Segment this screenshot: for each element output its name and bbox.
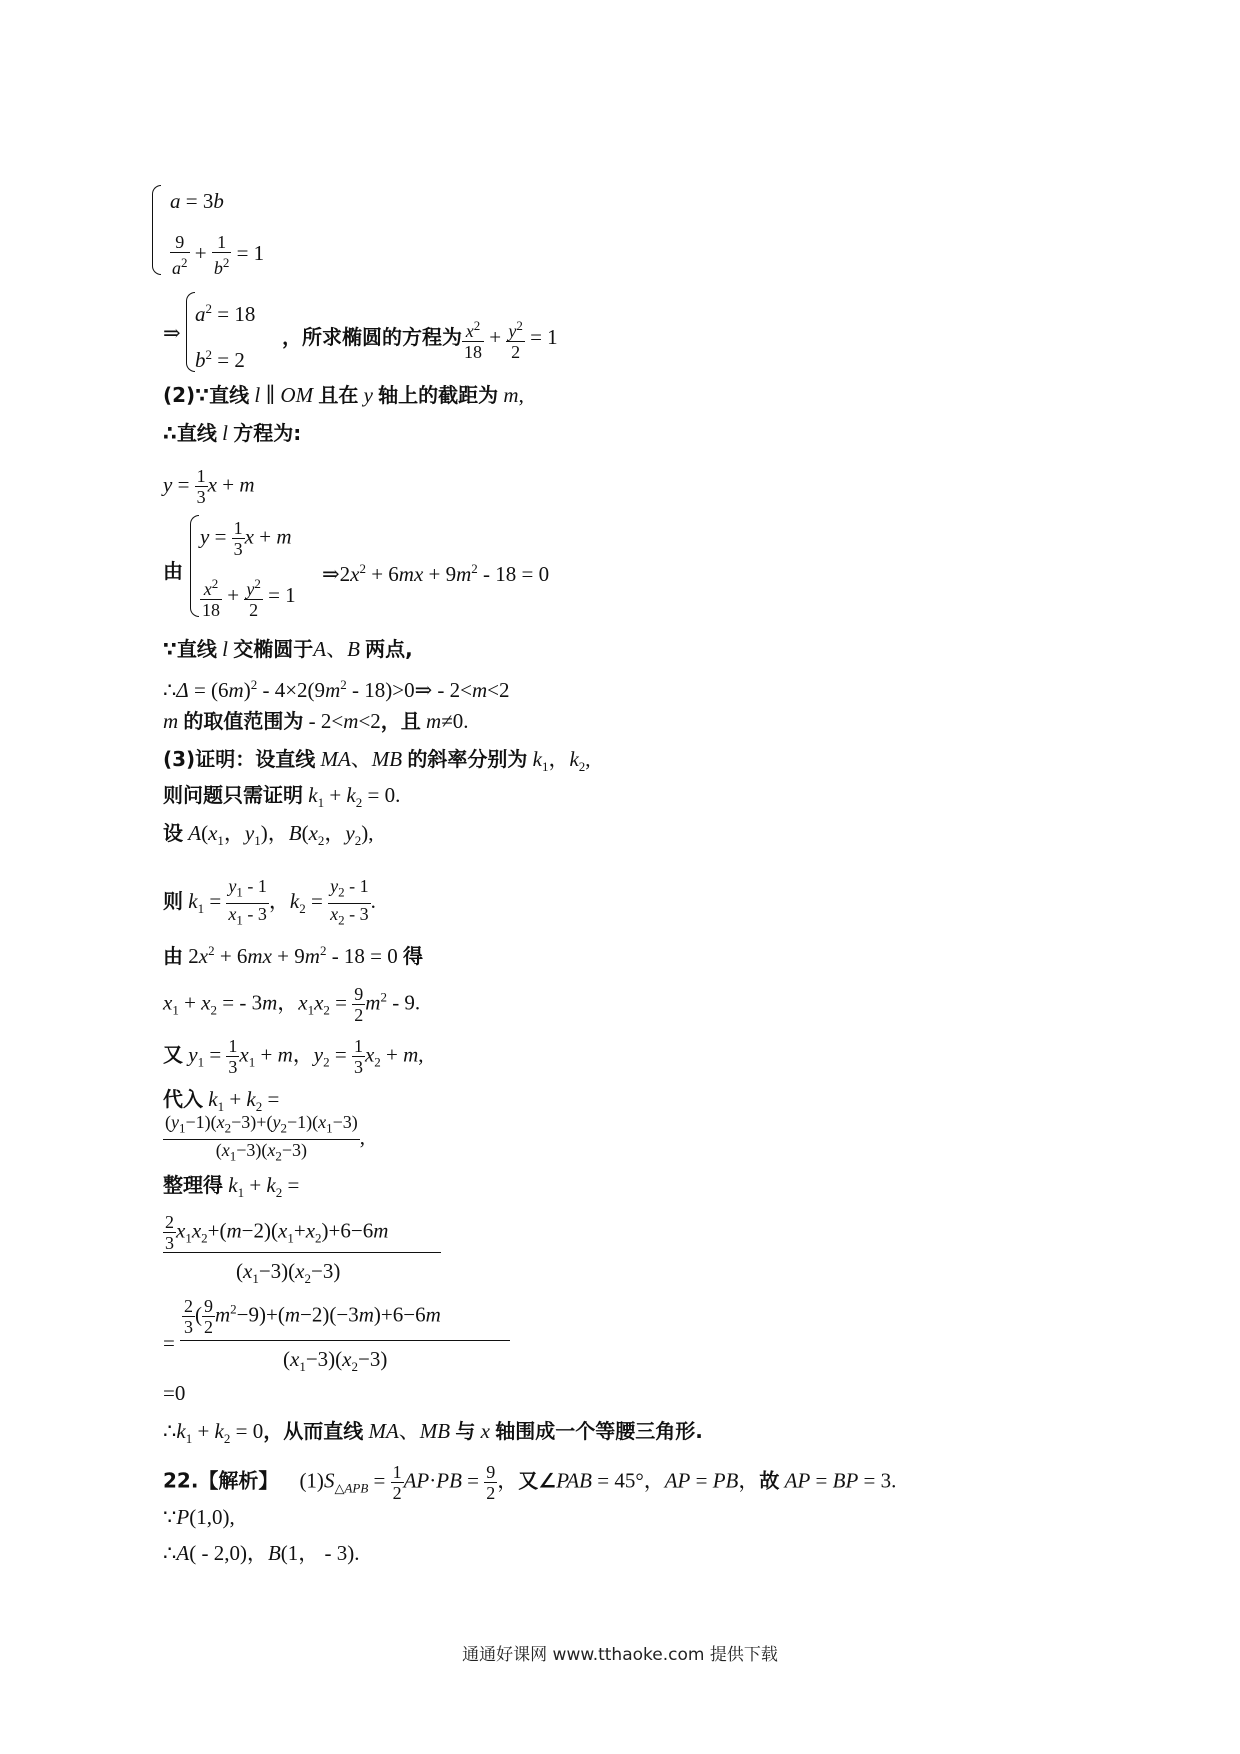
substitute-line: 代入 $k_1 + k_2$ = <box>163 1087 280 1115</box>
slopes-line: 则 $k_1$ = $\frac{y_1 - 1}{x_1 - 3}$ ，$k_2$ = $\frac{y_2 - 1}{x_2 - 3}$ . <box>163 876 376 928</box>
eq-a-3b: a = 3b <box>170 189 224 213</box>
ellipse-equation-line: ，所求椭圆的方程为 $\frac{x^2}{18}$ + $\frac{y^2}{2}$ = 1 <box>282 318 558 362</box>
fraction-bar-2 <box>180 1340 510 1341</box>
system-brace-2 <box>186 292 195 372</box>
substitute-fraction: $\frac{(y_1-1)(x_2-3)+(y_2-1)(x_1-3)}{(x_1-3)(x_2-3)}$ , <box>165 1112 365 1164</box>
quadratic-result: $\Rightarrow 2x^2 + 6mx + 9m^2 - 18 = 0$ <box>322 561 550 586</box>
need-prove-line: 则问题只需证明 $k_1 + k_2 = 0$. <box>163 783 401 811</box>
y-values-line: 又 $y_1$ = $\frac{1}{3}$ $x_1 + m$，$y_2$ = $\frac{1}{3}$ $x_2 + m$, <box>163 1036 424 1077</box>
eq-a2-18: $a^2 = 18$ <box>195 301 256 326</box>
simplified-denominator: $(x_1-3)(x_2-3)$ <box>236 1259 341 1287</box>
equals-zero: =0 <box>163 1381 186 1405</box>
expanded-denominator: $(x_1-3)(x_2-3)$ <box>283 1347 388 1375</box>
let-points-line: 设 $A(x_1$，$y_1$)，$B(x_2$，$y_2$), <box>163 821 374 849</box>
range-line: m 的取值范围为 - 2<m<2，且 m≠0. <box>163 709 469 733</box>
conclusion-line: $\therefore k_1 + k_2 = 0$，从而直线 MA、MB 与 x 轴围成一个等腰三角形. <box>163 1419 703 1447</box>
sys-line-eq: y = $\frac{1}{3}$ x + m <box>200 518 292 559</box>
fraction-bar-1 <box>163 1252 441 1253</box>
l-equation: y = $\frac{1}{3}$ x + m <box>163 466 255 507</box>
q22-line: 22.【解析】 $(1)S_{\triangle APB}$ = $\frac{1}{2}$ AP·PB = $\frac{9}{2}$ ，又∠PAB = 45°，AP = PB，故 AP = BP = 3. <box>163 1462 897 1503</box>
footer-source: 通通好课网 www.tthaoke.com 提供下载 <box>462 1645 778 1665</box>
you-label: 由 <box>163 559 183 583</box>
implies-symbol: ⇒ <box>163 321 181 345</box>
system-brace-3 <box>190 515 199 617</box>
eq-ellipse-point: $\frac{9}{a^2}$ + $\frac{1}{b^2}$ = 1 <box>172 232 265 278</box>
part3-line: (3)证明：设直线 MA、MB 的斜率分别为 $k_1$，$k_2$, <box>163 747 591 775</box>
ellipse-result-text: ，所求椭圆的方程为 <box>282 324 462 349</box>
equals-sign-2: = <box>163 1331 175 1355</box>
simplified-numerator: $\frac{2}{3}$ $x_1x_2+(m-2)(x_1+x_2)+6-6m$ <box>165 1212 389 1253</box>
sys-ellipse-eq: $\frac{x^2}{18}$ + $\frac{y^2}{2}$ = 1 <box>202 576 296 620</box>
p-point-line: ∵P(1,0), <box>163 1505 235 1529</box>
expanded-numerator: $\frac{2}{3}$ ( $\frac{9}{2}$ $m^2-9)+(m-2)(-3m)+6-6m$ <box>184 1296 441 1337</box>
from-quadratic-line: 由 $2x^2 + 6mx + 9m^2 - 18 = 0$ 得 <box>163 943 424 968</box>
ab-points-line: ∴A( - 2,0)，B(1， - 3). <box>163 1541 360 1565</box>
l-equation-intro: ∴直线 l 方程为: <box>163 421 302 445</box>
system-brace-1 <box>152 185 161 275</box>
intersect-line: ∵直线 l 交椭圆于A、B 两点, <box>163 637 413 661</box>
part2-line: (2)∵直线 l ∥ OM 且在 y 轴上的截距为 m, <box>163 383 524 407</box>
simplify-line: 整理得 $k_1 + k_2$ = <box>163 1173 300 1201</box>
vieta-line: $x_1 + x_2$ = - 3m，$x_1x_2$ = $\frac{9}{2}$ $m^2 - 9$. <box>163 984 421 1025</box>
eq-b2-2: $b^2 = 2$ <box>195 347 245 372</box>
discriminant-line: ∴Δ = $(6m)^2 - 4\times 2(9m^2$ - 18)>0⇒ - 2<m<2 <box>163 677 510 702</box>
